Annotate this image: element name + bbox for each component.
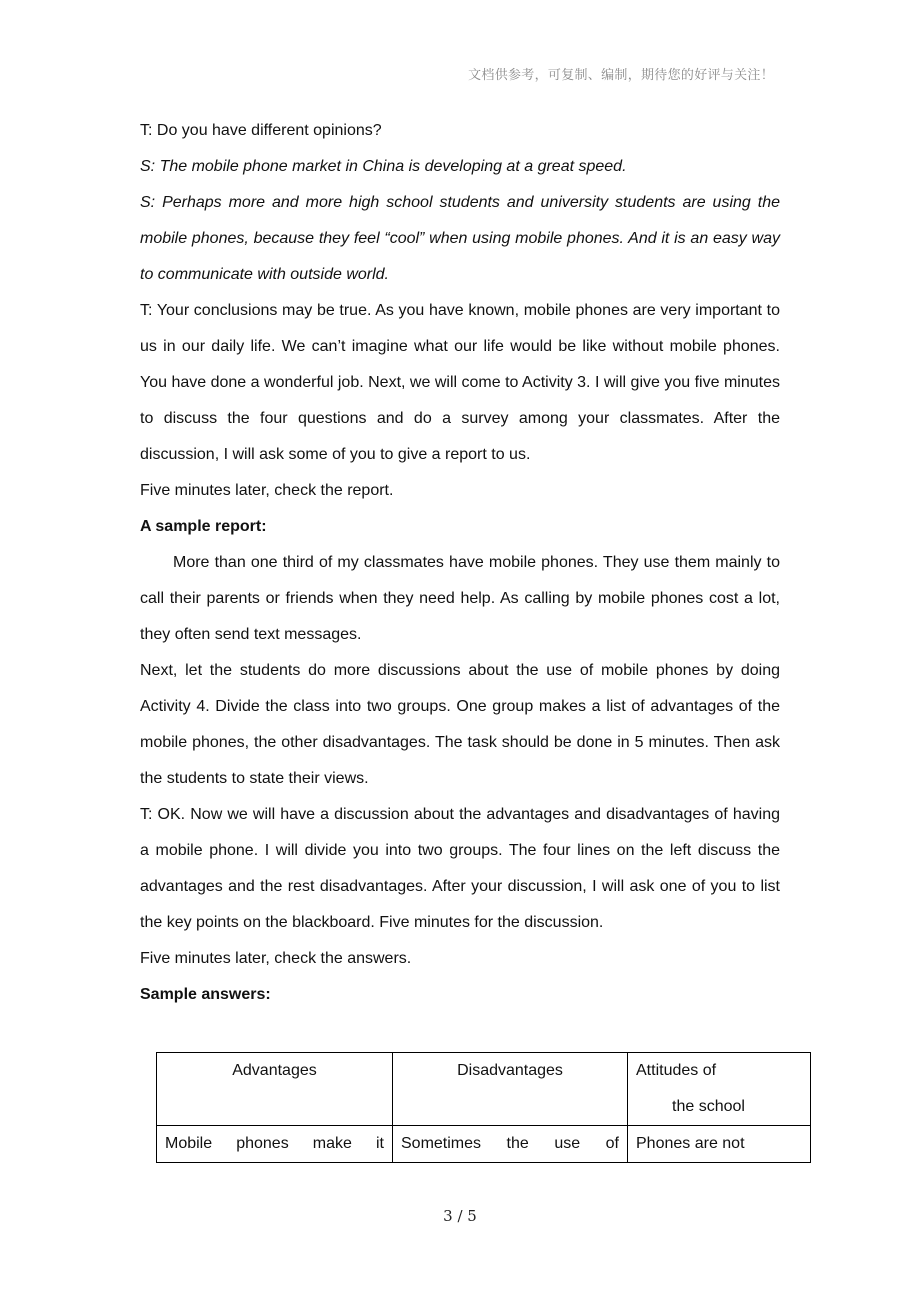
paragraph-student-answer-1: S: The mobile phone market in China is developing at a great speed. xyxy=(140,158,627,175)
paragraph-check-answers: Five minutes later, check the answers. xyxy=(140,950,412,967)
heading-sample-answers: Sample answers: xyxy=(140,986,271,1003)
header-attitudes-line2: the school xyxy=(672,1098,745,1115)
paragraph-activity-4: Next, let the students do more discussions about the use of mobile phones by doing Activity 4. Divide the class into two groups. One group makes a list of advantages of the mobile phones, the other disadvantages. The task should be done in 5 minutes. Then ask the students to state their views. xyxy=(140,662,780,787)
paragraph-teacher-discussion: T: OK. Now we will have a discussion about the advantages and disadvantages of having a mobile phone. I will divide you into two groups. The four lines on the left discuss the advantages and the rest disadvantages. After your discussion, I will ask one of you to list the key points on the blackboard. Five minutes for the discussion. xyxy=(140,806,780,931)
header-attitudes-line1: Attitudes of xyxy=(636,1062,717,1079)
paragraph-student-answer-2: S: Perhaps more and more high school students and university students are using the mobile phones, because they feel “cool” when using mobile phones. And it is an easy way to communicate with outside world. xyxy=(140,194,780,283)
heading-sample-report: A sample report: xyxy=(140,518,267,535)
paragraph-check-report: Five minutes later, check the report. xyxy=(140,482,394,499)
table-row xyxy=(157,1126,811,1163)
paragraph-sample-report: More than one third of my classmates have mobile phones. They use them mainly to call their parents or friends when they need help. As calling by mobile phones cost a lot, they often send text messages. xyxy=(140,554,780,643)
table-header-row xyxy=(157,1053,811,1126)
cell-disadvantages: Sometimes the use of xyxy=(393,1126,628,1163)
watermark-text: 文档供参考，可复制、编制，期待您的好评与关注！ xyxy=(468,68,774,83)
document-body xyxy=(140,113,780,1013)
header-attitudes xyxy=(628,1053,811,1126)
sample-answers-table xyxy=(156,1052,811,1163)
paragraph-teacher-question: T: Do you have different opinions? xyxy=(140,122,382,139)
page-number: 3 / 5 xyxy=(443,1207,477,1225)
cell-advantages: Mobile phones make it xyxy=(157,1126,393,1163)
header-advantages: Advantages xyxy=(157,1053,393,1126)
paragraph-teacher-response: T: Your conclusions may be true. As you have known, mobile phones are very important to us in our daily life. We can’t imagine what our life would be like without mobile phones. You have done a wonderful job. Next, we will come to Activity 3. I will give you five minutes to discuss the four questions and do a survey among your classmates. After the discussion, I will ask some of you to give a report to us. xyxy=(140,302,780,463)
cell-attitudes: Phones are not xyxy=(628,1126,811,1163)
header-disadvantages: Disadvantages xyxy=(393,1053,628,1126)
